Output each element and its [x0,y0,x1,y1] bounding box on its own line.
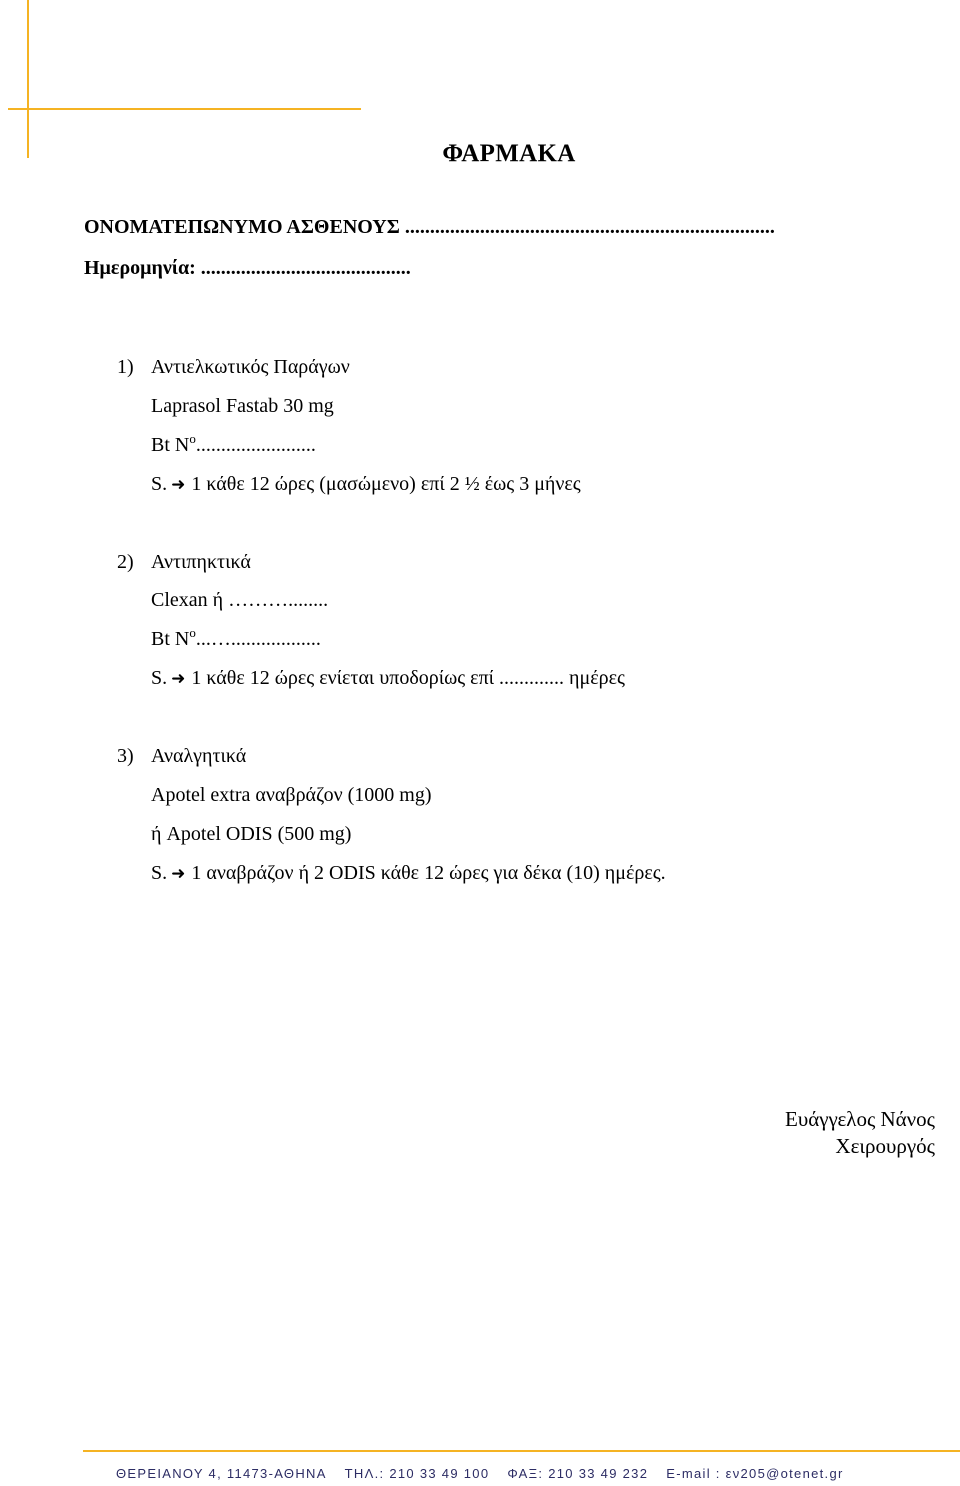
section-title: Αντιελκωτικός Παράγων [151,356,350,378]
patient-name-field: ΟΝΟΜΑΤΕΠΩΝΥΜΟ ΑΣΘΕΝΟΥΣ .......................................................................... [84,216,775,238]
footer-divider [83,1450,960,1452]
section-title: Αναλγητικά [151,745,247,767]
drug-name: Laprasol Fastab 30 mg [151,395,334,417]
signature-block [785,1106,935,1160]
batch-number: Bt $N^o...\dots$.................. [151,625,321,650]
section-number: 3) [117,745,134,767]
footer-email: E-mail : εν205@otenet.gr [666,1466,844,1481]
dosage-instruction: S. ➜ 1 κάθε 12 ώρες (μασώμενο) επί 2 ½ έως 3 μήνες [151,473,581,495]
drug-name: Clexan ή ………........ [151,589,329,611]
right-arrow-icon: ➜ [171,475,186,495]
section-title: Αντιπηκτικά [151,551,251,573]
page-title: ΦΑΡΜΑΚΑ [442,140,576,167]
dosage-instruction: S. ➜ 1 αναβράζον ή 2 ODIS κάθε 12 ώρες για δέκα (10) ημέρες. [151,862,666,884]
footer-phone: ΤΗΛ.: 210 33 49 100 [344,1466,490,1481]
section-heading [117,743,246,769]
section-number: 1) [117,356,134,378]
footer-address: ΘΕΡΕΙΑΝΟΥ 4, 11473-ΑΘΗΝΑ [116,1466,327,1481]
date-field: Ημερομηνία: .......................................... [84,257,411,279]
drug-alternative: ή Apotel ODIS (500 mg) [151,823,352,845]
corner-mark-vertical [27,0,29,158]
dosage-instruction: S. ➜ 1 κάθε 12 ώρες ενίεται υποδορίως επί ............. ημέρες [151,667,625,689]
footer-contact [116,1466,862,1481]
right-arrow-icon: ➜ [171,669,186,689]
footer-fax: ΦΑΞ: 210 33 49 232 [507,1466,649,1481]
right-arrow-icon: ➜ [171,864,186,884]
doctor-role: Χειρουργός [835,1134,935,1158]
doctor-name: Ευάγγελος Νάνος [785,1107,935,1131]
section-heading [117,549,251,575]
corner-mark-horizontal [8,108,361,110]
section-heading [117,354,350,380]
drug-name: Apotel extra αναβράζον (1000 mg) [151,784,432,806]
batch-number: Bt $N^o$........................ [151,431,316,456]
section-number: 2) [117,551,134,573]
